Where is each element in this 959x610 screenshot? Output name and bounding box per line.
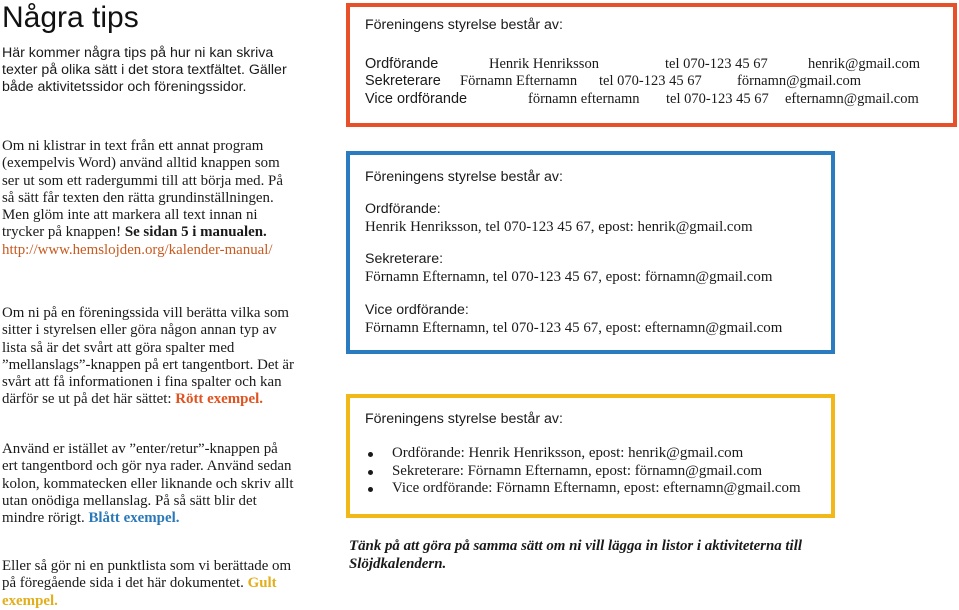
columns-tip-text: Om ni på en föreningssida vill berätta vilka som sitter i styrelsen eller göra någon annan typ av lista så är det svårt att göra spalter med ”mellanslags”-knappen på ert tangentbort. Det är svårt att få informationen i fina spalter och kan därför se ut på det här sättet: xyxy=(2,305,294,408)
manual-link[interactable]: http://www.hemslojden.org/kalender-manual/ xyxy=(2,241,273,258)
blue-example-label: Blått exempel. xyxy=(88,510,180,527)
bullet-icon xyxy=(368,487,373,492)
red-row-secretary xyxy=(365,72,955,90)
list-item xyxy=(365,463,801,481)
list-tip-paragraph xyxy=(2,558,294,610)
page-title: Några tips xyxy=(2,1,139,34)
paste-tip-paragraph xyxy=(2,138,294,259)
list-item xyxy=(365,445,801,463)
list-item-text: Ordförande: Henrik Henriksson, epost: henrik@gmail.com xyxy=(392,445,744,461)
phone: tel 070-123 45 67 xyxy=(599,73,702,89)
role: Sekreterare xyxy=(365,73,441,89)
section-value: Förnamn Efternamn, tel 070-123 45 67, epost: förnamn@gmail.com xyxy=(365,269,773,285)
red-row-chair xyxy=(365,55,955,73)
section-value: Henrik Henriksson, tel 070-123 45 67, epost: henrik@gmail.com xyxy=(365,219,753,235)
list-item-text: Vice ordförande: Förnamn Efternamn, epost: efternamn@gmail.com xyxy=(392,480,801,496)
enter-tip-paragraph xyxy=(2,441,294,527)
red-row-vice-chair xyxy=(365,90,955,108)
red-example-box xyxy=(346,3,957,127)
blue-section-secretary xyxy=(365,251,772,286)
phone: tel 070-123 45 67 xyxy=(666,91,769,107)
list-tip-text: Eller så gör ni en punktlista som vi berättade om på föregående sida i det här dokumentet. xyxy=(2,558,292,592)
red-example-label: Rött exempel. xyxy=(175,391,263,408)
blue-section-vice-chair xyxy=(365,302,782,337)
section-value: Förnamn Efternamn, tel 070-123 45 67, epost: efternamn@gmail.com xyxy=(365,320,783,336)
enter-tip-text: Använd er istället av ”enter/retur”-knappen på ert tangentbord och gör nya rader. Använd sedan kolon, kommatecken eller liknande och skriv allt utan onödiga mellanslag. På så sätt blir det mindre rörigt. xyxy=(2,441,294,527)
bullet-icon xyxy=(368,470,373,475)
name: Henrik Henriksson xyxy=(489,56,599,72)
bullet-icon xyxy=(368,452,373,457)
columns-tip-paragraph xyxy=(2,305,294,409)
role: Ordförande xyxy=(365,56,439,72)
manual-reference: Se sidan 5 i manualen. xyxy=(124,224,267,241)
calendar-tip: Tänk på att göra på samma sätt om ni vill lägga in listor i aktiviteterna till Slöjdkalendern. xyxy=(349,538,802,572)
red-box-heading: Föreningens styrelse består av: xyxy=(365,17,563,33)
intro-text: Här kommer några tips på hur ni kan skriva texter på olika sätt i det stora textfältet. Gäller både aktivitetssidor och föreningssidor. xyxy=(2,45,287,96)
section-label: Sekreterare: xyxy=(365,251,444,267)
phone: tel 070-123 45 67 xyxy=(665,56,768,72)
section-label: Vice ordförande: xyxy=(365,302,469,318)
name: förnamn efternamn xyxy=(528,91,640,107)
paste-tip-text: Om ni klistrar in text från ett annat program (exempelvis Word) använd alltid knappen som ser ut som ett radergummi till att börja med. På så sätt får texten den rätta grundinställningen. Men glöm inte att markera all text innan ni trycker på knappen! xyxy=(2,138,283,241)
role: Vice ordförande xyxy=(365,91,468,107)
blue-example-box xyxy=(346,151,835,354)
name: Förnamn Efternamn xyxy=(460,73,578,89)
email: efternamn@gmail.com xyxy=(785,91,919,107)
bullet-list xyxy=(365,445,801,498)
section-label: Ordförande: xyxy=(365,201,441,217)
list-item-text: Sekreterare: Förnamn Efternamn, epost: förnamn@gmail.com xyxy=(392,462,763,479)
yellow-example-box xyxy=(346,394,835,518)
email: förnamn@gmail.com xyxy=(737,73,862,89)
blue-section-chair xyxy=(365,201,753,236)
blue-box-heading: Föreningens styrelse består av: xyxy=(365,169,563,185)
yellow-box-heading: Föreningens styrelse består av: xyxy=(365,411,563,427)
list-item xyxy=(365,480,801,498)
yellow-example-label: Gult exempel. xyxy=(2,575,277,609)
email: henrik@gmail.com xyxy=(808,56,921,72)
